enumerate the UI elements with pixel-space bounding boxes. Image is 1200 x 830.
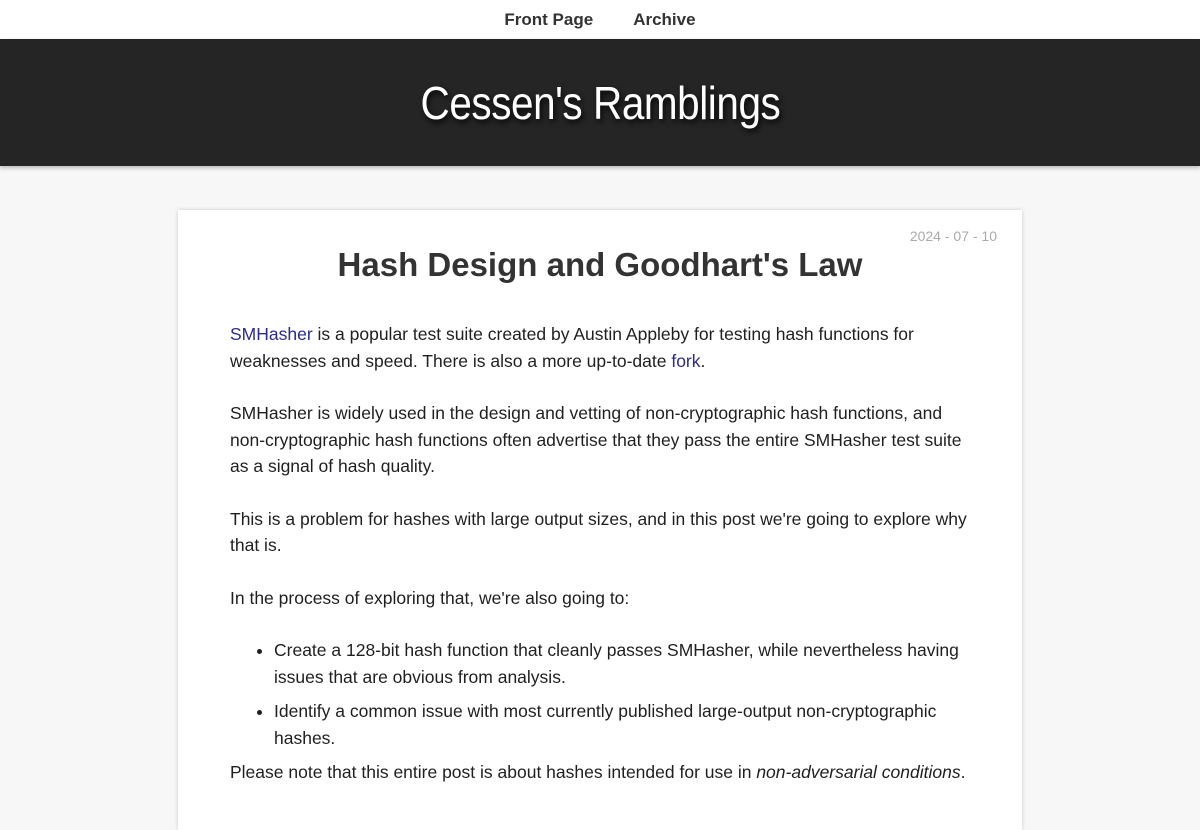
list-item: • Identify a common issue with most currently published large-output non-cryptographic hashes. [274, 698, 974, 751]
paragraph-note-end: . [960, 762, 966, 782]
paragraph-note-text: Please note that this entire post is about hashes intended for use in [230, 762, 757, 782]
smhasher-link[interactable]: SMHasher [230, 324, 313, 344]
post-card [178, 210, 1022, 830]
nav-front-page-link[interactable]: Front Page [504, 9, 594, 29]
post-body [230, 321, 974, 812]
paragraph-problem: This is a problem for hashes with large output sizes, and in this post we're going to explore why that is. [230, 508, 967, 555]
list-item: • Create a 128-bit hash function that cleanly passes SMHasher, while nevertheless having issues that are obvious from analysis. [274, 637, 974, 690]
site-header [0, 39, 1200, 166]
paragraph-intro-text: is a popular test suite created by Austin Appleby for testing hash functions for weaknesses and speed. There is also a more up-to-date [230, 324, 914, 371]
paragraph-note [230, 759, 974, 786]
goals-list [230, 637, 974, 751]
fork-link[interactable]: fork [671, 350, 701, 371]
site-title[interactable]: Cessen's Ramblings [420, 76, 780, 129]
post-date: 2024 - 07 - 10 [909, 228, 997, 244]
paragraph-intro [230, 321, 974, 374]
paragraph-usage: SMHasher is widely used in the design and vetting of non-cryptographic hash functions, and non-cryptographic hash functions often advertise that they pass the entire SMHasher test suite as a signal of hash quality. [230, 403, 962, 476]
top-nav [0, 0, 1200, 39]
paragraph-note-emphasis: non-adversarial conditions [756, 762, 961, 782]
paragraph-process: In the process of exploring that, we're also going to: [230, 587, 630, 608]
nav-archive-link[interactable]: Archive [633, 9, 696, 29]
paragraph-intro-end: . [700, 350, 706, 371]
post-title: Hash Design and Goodhart's Law [337, 246, 863, 283]
